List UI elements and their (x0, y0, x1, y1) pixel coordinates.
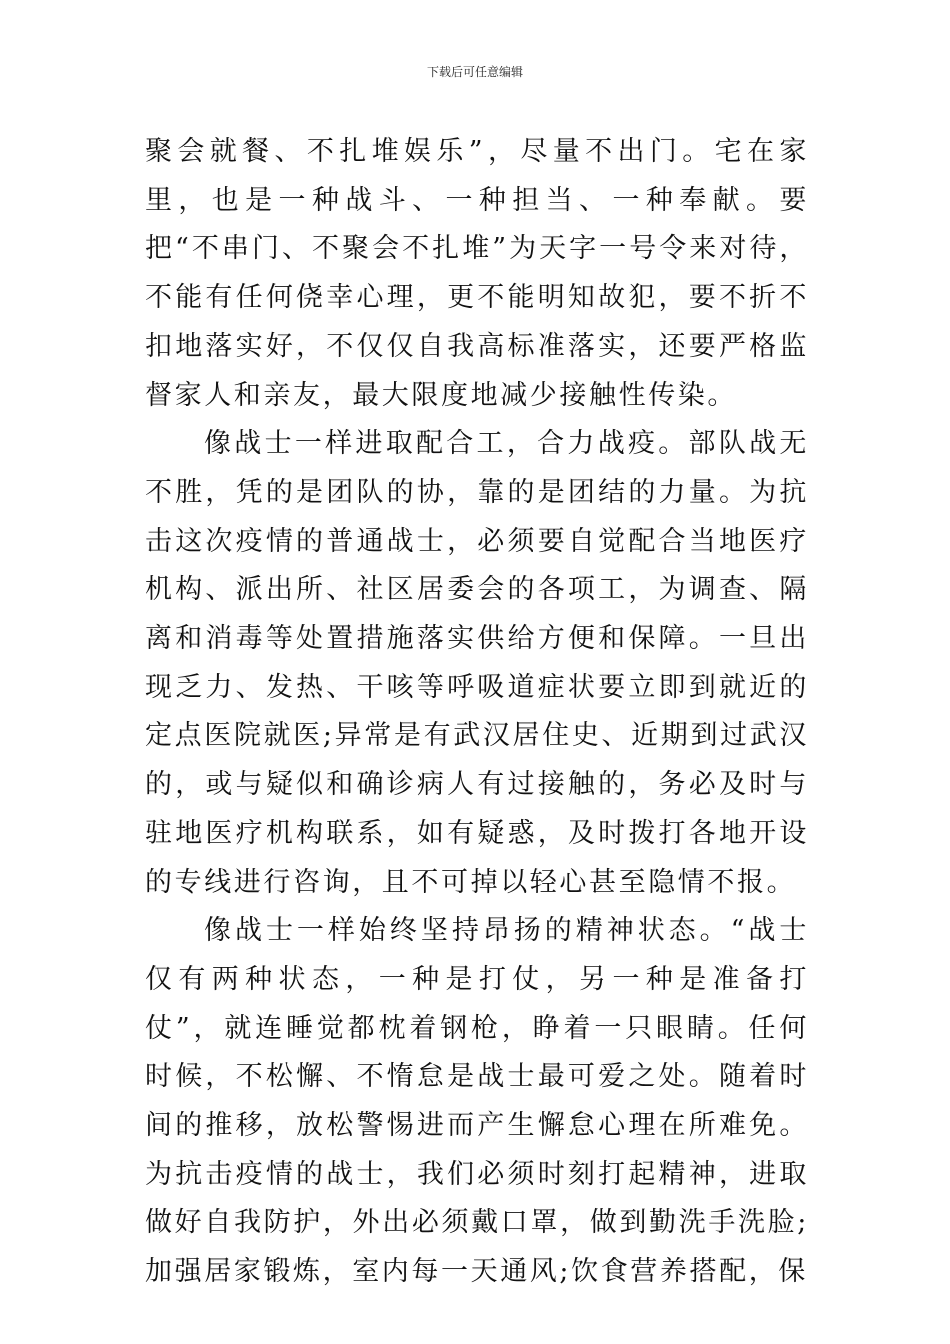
paragraph-continued: 聚会就餐、不扎堆娱乐”，尽量不出门。宅在家里，也是一种战斗、一种担当、一种奉献。要把“不串门、不聚会不扎堆”为天字一号令来对待，不能有任何侥幸心理，更不能明知故犯，要不折不扣地落实好，不仅仅自我高标准落实，还要严格监督家人和亲友，最大限度地减少接触性传染。 (145, 136, 809, 411)
paragraph-cooperation: 像战士一样进取配合工，合力战疫。部队战无不胜，凭的是团队的协，靠的是团结的力量。为抗击这次疫情的普通战士，必须要自觉配合当地医疗机构、派出所、社区居委会的各项工，为调查、隔离和消毒等处置措施落实供给方便和保障。一旦出现乏力、发热、干咳等呼吸道症状要立即到就近的定点医院就医;异常是有武汉居住史、近期到过武汉的，或与疑似和确诊病人有过接触的，务必及时与驻地医疗机构联系，如有疑惑，及时拨打各地开设的专线进行咨询，且不可掉以轻心甚至隐情不报。 (145, 428, 809, 898)
page-header-note: 下载后可任意编辑 (426, 65, 523, 79)
paragraph-spirit: 像战士一样始终坚持昂扬的精神状态。“战士仅有两种状态，一种是打仗，另一种是准备打仗”，就连睡觉都枕着钢枪，睁着一只眼睛。任何时候，不松懈、不惰怠是战士最可爱之处。随着时间的推移，放松警惕进而产生懈怠心理在所难免。为抗击疫情的战士，我们必须时刻打起精神，进取做好自我防护，外出必须戴口罩，做到勤洗手洗脸;加强居家锻炼，室内每一天通风;饮食营养搭配，保 (145, 915, 809, 1288)
document-body (145, 128, 809, 1297)
